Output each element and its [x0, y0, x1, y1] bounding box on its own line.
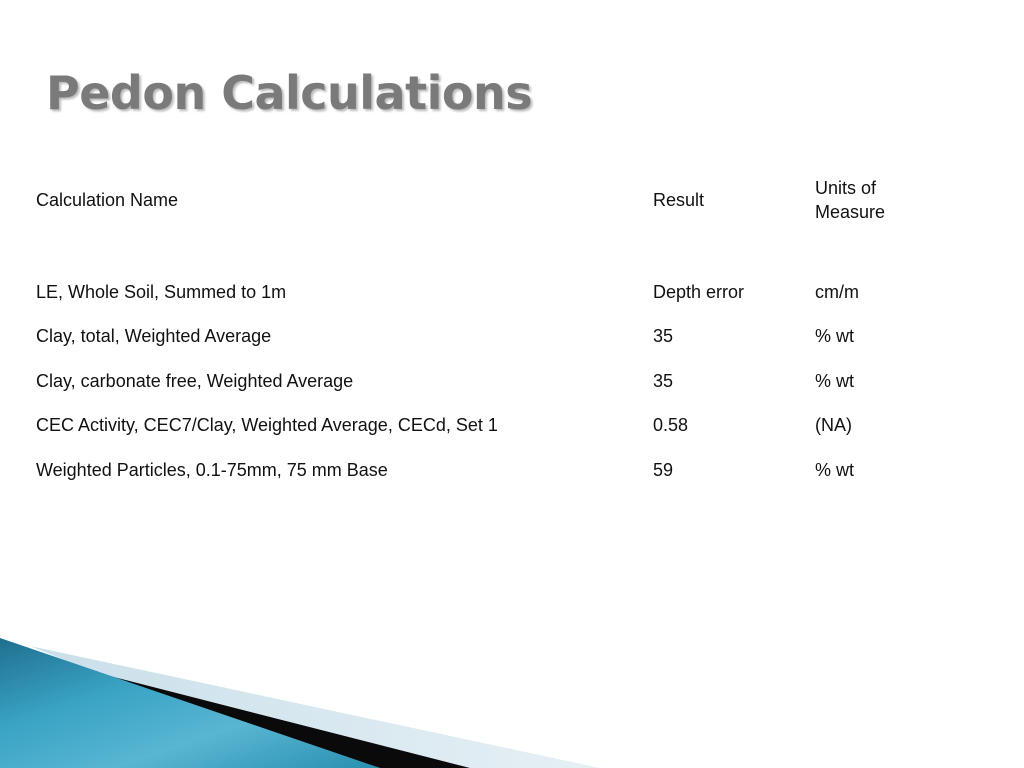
- row-calculation-name: CEC Activity, CEC7/Clay, Weighted Average, CECd, Set 1: [36, 415, 498, 436]
- calculations-table: [36, 176, 956, 502]
- row-result: Depth error: [653, 282, 745, 302]
- table-header-row: [36, 176, 956, 224]
- table-row: [36, 413, 956, 457]
- row-calculation-name: LE, Whole Soil, Summed to 1m: [36, 282, 287, 302]
- header-units-of-measure: [815, 176, 935, 224]
- slide-title: Pedon Calculations: [46, 66, 533, 120]
- row-unit: cm/m: [815, 282, 859, 302]
- decorative-corner-swoosh: [0, 638, 1024, 768]
- row-unit: % wt: [815, 459, 855, 480]
- swoosh-teal-band: [0, 638, 380, 768]
- table-row: [36, 458, 956, 502]
- header-units-line2: Measure: [815, 202, 886, 222]
- header-spacer: [36, 224, 956, 280]
- row-unit: % wt: [815, 370, 855, 391]
- header-result: Result: [653, 190, 705, 210]
- row-result: 35: [653, 370, 674, 391]
- row-unit: % wt: [815, 326, 855, 347]
- row-unit: (NA): [815, 415, 852, 436]
- header-calculation-name: Calculation Name: [36, 190, 179, 210]
- row-result: 0.58: [653, 415, 689, 436]
- row-result: 35: [653, 326, 674, 347]
- row-calculation-name: Weighted Particles, 0.1-75mm, 75 mm Base: [36, 459, 388, 480]
- row-calculation-name: Clay, total, Weighted Average: [36, 326, 272, 347]
- row-calculation-name: Clay, carbonate free, Weighted Average: [36, 370, 354, 391]
- row-result: 59: [653, 459, 674, 480]
- header-units-line1: Units of: [815, 178, 877, 198]
- table-row: [36, 369, 956, 413]
- table-row: [36, 324, 956, 368]
- table-row: [36, 280, 956, 324]
